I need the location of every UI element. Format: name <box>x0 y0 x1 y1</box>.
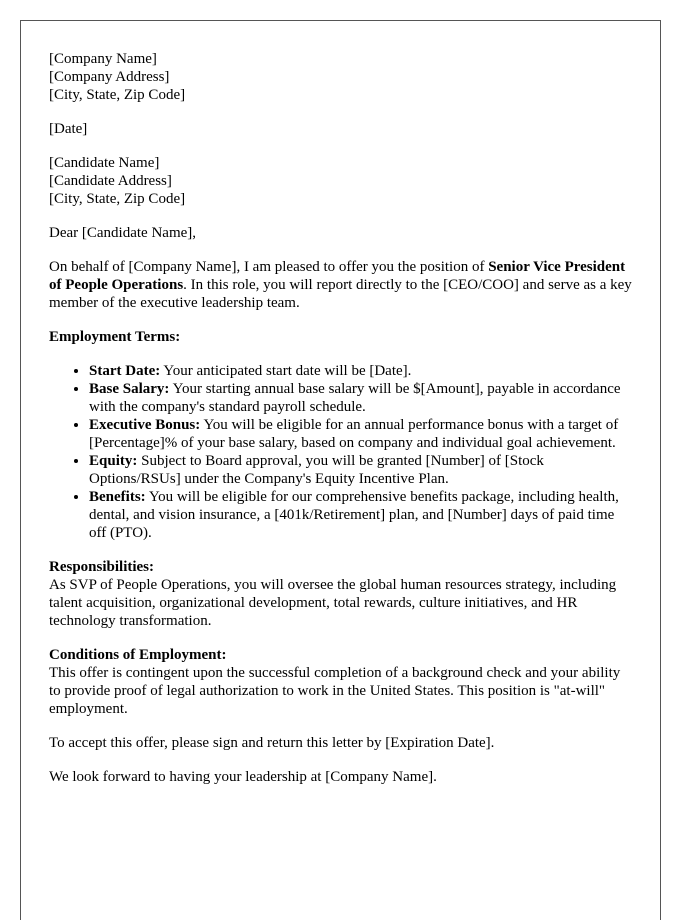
conditions-section <box>49 646 633 718</box>
term-text: You will be eligible for our comprehensive benefits package, including health, dental, and vision insurance, a [401k/Retirement] plan, and [Number] days of paid time off (PTO). <box>89 489 619 541</box>
sender-city-state-zip: [City, State, Zip Code] <box>49 87 186 103</box>
term-text: Subject to Board approval, you will be granted [Number] of [Stock Options/RSUs] under the Company's Equity Incentive Plan. <box>89 453 544 487</box>
letter-page <box>20 20 661 920</box>
position-title: Senior Vice President of People Operations <box>49 259 626 293</box>
conditions-heading: Conditions of Employment: <box>49 647 227 663</box>
responsibilities-section <box>49 558 633 630</box>
term-item-start-date <box>89 362 633 380</box>
recipient-address-block <box>49 154 633 208</box>
conditions-text: This offer is contingent upon the successful completion of a background check and your ability to provide proof of legal authorization to work in the United States. This position is "at-will" employment. <box>49 665 621 717</box>
term-label: Equity: <box>89 453 138 469</box>
term-item-equity <box>89 452 633 488</box>
closing-paragraph: We look forward to having your leadership at [Company Name]. <box>49 769 437 785</box>
term-text: You will be eligible for an annual performance bonus with a target of [Percentage]% of your base salary, based on company and individual goal achievement. <box>89 417 619 451</box>
sender-address-block <box>49 50 633 104</box>
term-label: Start Date: <box>89 363 161 379</box>
term-label: Executive Bonus: <box>89 417 201 433</box>
recipient-address: [Candidate Address] <box>49 173 172 189</box>
employment-terms-list <box>49 362 633 542</box>
intro-text-after: . In this role, you will report directly to the [CEO/COO] and serve as a key member of the executive leadership team. <box>49 277 632 311</box>
term-label: Base Salary: <box>89 381 170 397</box>
term-label: Benefits: <box>89 489 146 505</box>
responsibilities-text: As SVP of People Operations, you will oversee the global human resources strategy, including talent acquisition, organizational development, total rewards, culture initiatives, and HR technology transformation. <box>49 577 617 629</box>
responsibilities-heading: Responsibilities: <box>49 559 155 575</box>
sender-company-name: [Company Name] <box>49 51 157 67</box>
sender-company-address: [Company Address] <box>49 69 170 85</box>
recipient-name: [Candidate Name] <box>49 155 160 171</box>
intro-text-before: On behalf of [Company Name], I am pleased to offer you the position of <box>49 259 489 275</box>
salutation: Dear [Candidate Name], <box>49 225 197 241</box>
employment-terms-heading: Employment Terms: <box>49 329 181 345</box>
term-item-benefits <box>89 488 633 542</box>
term-item-base-salary <box>89 380 633 416</box>
intro-paragraph <box>49 258 633 312</box>
term-item-executive-bonus <box>89 416 633 452</box>
term-text: Your starting annual base salary will be $[Amount], payable in accordance with the company's standard payroll schedule. <box>89 381 621 415</box>
term-text: Your anticipated start date will be [Date]. <box>160 363 412 379</box>
acceptance-paragraph: To accept this offer, please sign and return this letter by [Expiration Date]. <box>49 735 495 751</box>
recipient-city-state-zip: [City, State, Zip Code] <box>49 191 186 207</box>
letter-date: [Date] <box>49 121 88 137</box>
